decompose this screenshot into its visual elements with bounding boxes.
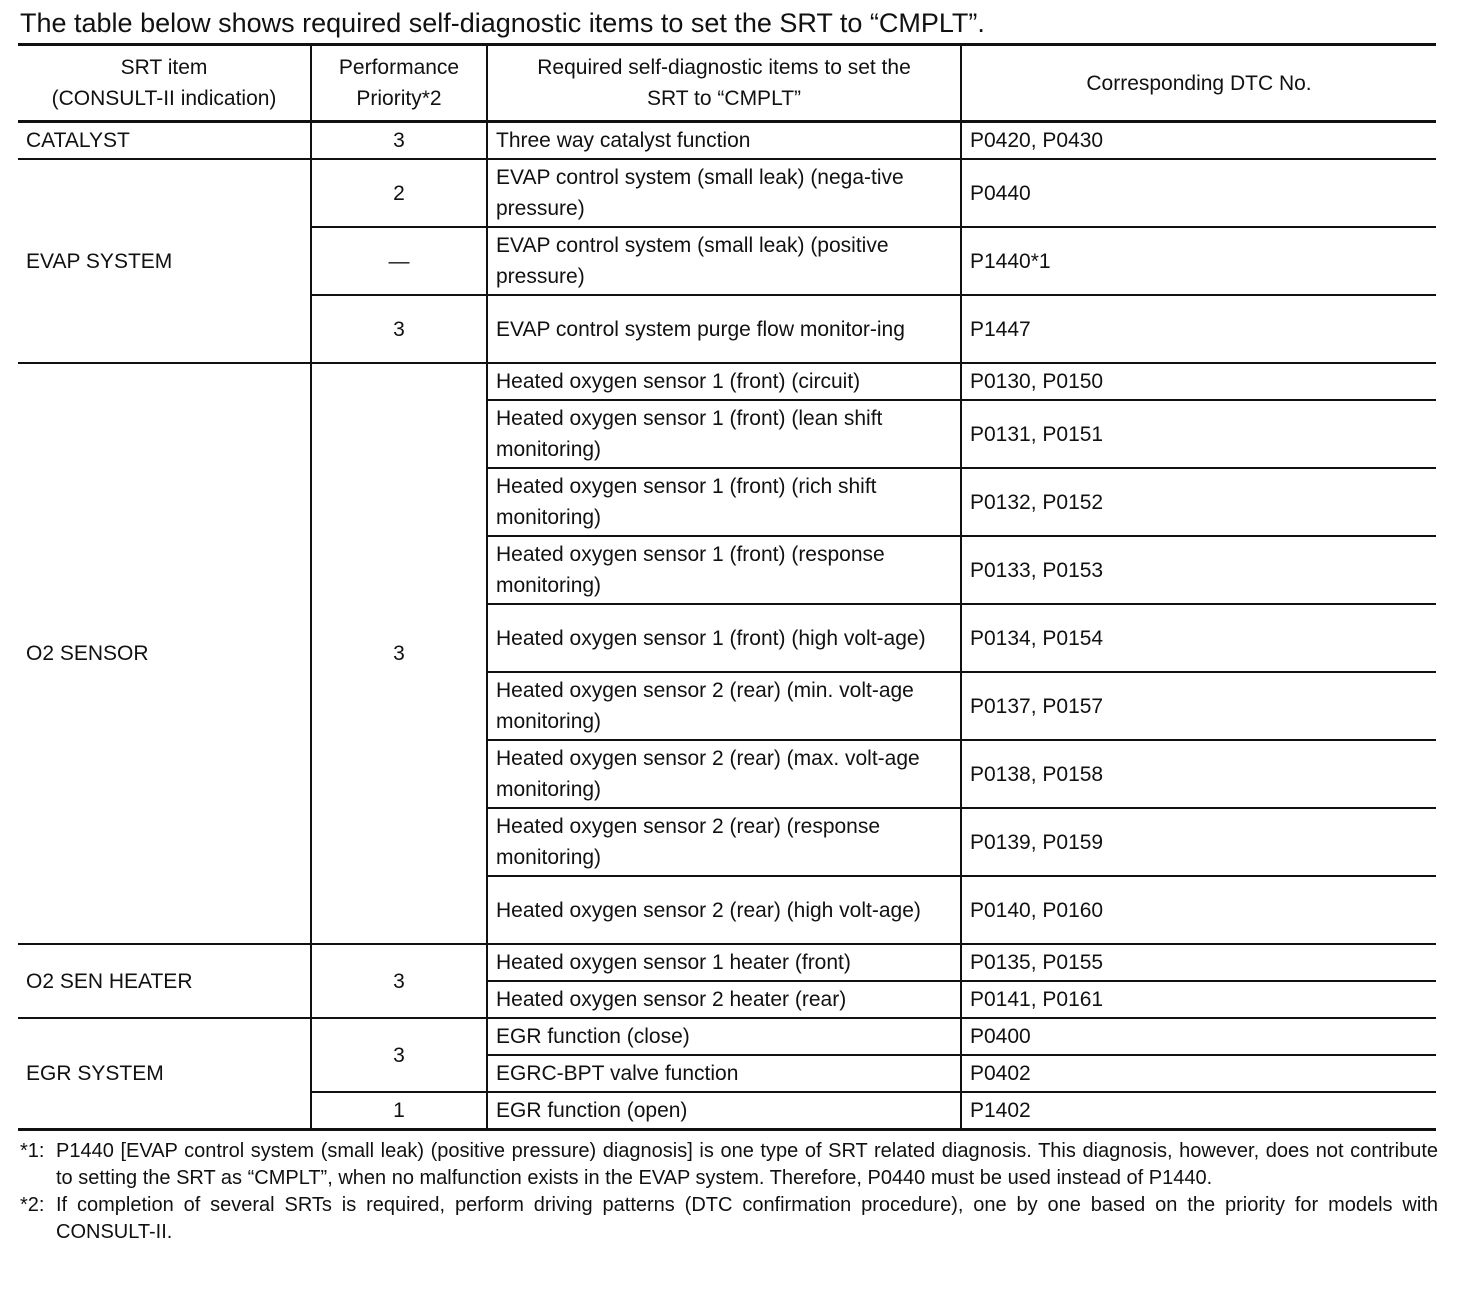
footnote-1 (20, 1138, 1438, 1192)
srt-item-cell: O2 SEN HEATER (18, 944, 311, 1018)
priority-cell: 3 (311, 295, 487, 363)
diagnostic-item-cell: Three way catalyst function (487, 122, 961, 160)
diagnostic-item-cell: Heated oxygen sensor 1 (front) (rich shift monitoring) (487, 468, 961, 536)
table-row (18, 159, 1436, 227)
priority-cell: 3 (311, 363, 487, 944)
page-title: The table below shows required self-diagnostic items to set the SRT to “CMPLT”. (20, 8, 985, 38)
diagnostic-item-cell: Heated oxygen sensor 2 (rear) (high volt-age) (487, 876, 961, 944)
dtc-cell: P0137, P0157 (961, 672, 1436, 740)
srt-table (18, 43, 1436, 1131)
header-dtc: Corresponding DTC No. (961, 45, 1436, 122)
srt-item-cell: EVAP SYSTEM (18, 159, 311, 363)
header-required-line2: SRT to “CMPLT” (646, 87, 802, 110)
srt-item-cell: EGR SYSTEM (18, 1018, 311, 1130)
diagnostic-item-cell: EVAP control system (small leak) (positive pressure) (487, 227, 961, 295)
dtc-cell: P0132, P0152 (961, 468, 1436, 536)
dtc-cell: P0420, P0430 (961, 122, 1436, 160)
dtc-cell: P1440*1 (961, 227, 1436, 295)
footnote-marker: *1: (20, 1140, 45, 1162)
diagnostic-item-cell: Heated oxygen sensor 1 (front) (circuit) (487, 363, 961, 400)
dtc-cell: P0141, P0161 (961, 981, 1436, 1018)
footnote-marker: *2: (20, 1194, 45, 1216)
diagnostic-item-cell: Heated oxygen sensor 2 (rear) (max. volt-age monitoring) (487, 740, 961, 808)
table-row (18, 1018, 1436, 1055)
table-header-row (18, 45, 1436, 122)
dtc-cell: P0139, P0159 (961, 808, 1436, 876)
table-row (18, 363, 1436, 400)
dtc-cell: P0400 (961, 1018, 1436, 1055)
dtc-cell: P0134, P0154 (961, 604, 1436, 672)
diagnostic-item-cell: Heated oxygen sensor 1 heater (front) (487, 944, 961, 981)
diagnostic-item-cell: Heated oxygen sensor 2 (rear) (min. volt-age monitoring) (487, 672, 961, 740)
footnote-text: If completion of several SRTs is required, perform driving patterns (DTC confirmation procedure), one by one based on the priority for models with CONSULT-II. (56, 1194, 1438, 1243)
footnote-2 (20, 1192, 1438, 1246)
dtc-cell: P0133, P0153 (961, 536, 1436, 604)
dtc-cell: P1447 (961, 295, 1436, 363)
header-srt-item-line2: (CONSULT-II indication) (51, 87, 277, 110)
dtc-cell: P0135, P0155 (961, 944, 1436, 981)
diagnostic-item-cell: Heated oxygen sensor 1 (front) (response monitoring) (487, 536, 961, 604)
diagnostic-item-cell: Heated oxygen sensor 2 (rear) (response monitoring) (487, 808, 961, 876)
dtc-cell: P0130, P0150 (961, 363, 1436, 400)
diagnostic-item-cell: EVAP control system (small leak) (nega-tive pressure) (487, 159, 961, 227)
priority-cell: 1 (311, 1092, 487, 1130)
diagnostic-item-cell: Heated oxygen sensor 2 heater (rear) (487, 981, 961, 1018)
dtc-cell: P0440 (961, 159, 1436, 227)
dtc-cell: P0402 (961, 1055, 1436, 1092)
dtc-cell: P0140, P0160 (961, 876, 1436, 944)
diagnostic-item-cell: Heated oxygen sensor 1 (front) (lean shift monitoring) (487, 400, 961, 468)
dtc-cell: P0138, P0158 (961, 740, 1436, 808)
footnotes (20, 1138, 1438, 1246)
header-srt-item-line1: SRT item (120, 56, 208, 79)
priority-cell: — (311, 227, 487, 295)
diagnostic-item-cell: EGR function (open) (487, 1092, 961, 1130)
table-row (18, 944, 1436, 981)
diagnostic-item-cell: EVAP control system purge flow monitor-ing (487, 295, 961, 363)
header-priority (311, 45, 487, 122)
header-priority-line2: Priority*2 (356, 87, 442, 110)
diagnostic-item-cell: EGR function (close) (487, 1018, 961, 1055)
header-srt-item (18, 45, 311, 122)
priority-cell: 3 (311, 1018, 487, 1092)
header-required-items (487, 45, 961, 122)
footnote-text: P1440 [EVAP control system (small leak) (positive pressure) diagnosis] is one type of SRT related diagnosis. This diagnosis, however, does not contribute to setting the SRT as “CMPLT”, when no malfunction exists in the EVAP system. Therefore, P0440 must be used instead of P1440. (56, 1140, 1438, 1189)
table-row (18, 122, 1436, 160)
header-priority-line1: Performance (338, 56, 460, 79)
priority-cell: 3 (311, 122, 487, 160)
diagnostic-item-cell: EGRC-BPT valve function (487, 1055, 961, 1092)
dtc-cell: P0131, P0151 (961, 400, 1436, 468)
dtc-cell: P1402 (961, 1092, 1436, 1130)
diagnostic-item-cell: Heated oxygen sensor 1 (front) (high volt-age) (487, 604, 961, 672)
priority-cell: 3 (311, 944, 487, 1018)
priority-cell: 2 (311, 159, 487, 227)
srt-item-cell: CATALYST (18, 122, 311, 160)
header-required-line1: Required self-diagnostic items to set the (537, 56, 911, 79)
srt-item-cell: O2 SENSOR (18, 363, 311, 944)
